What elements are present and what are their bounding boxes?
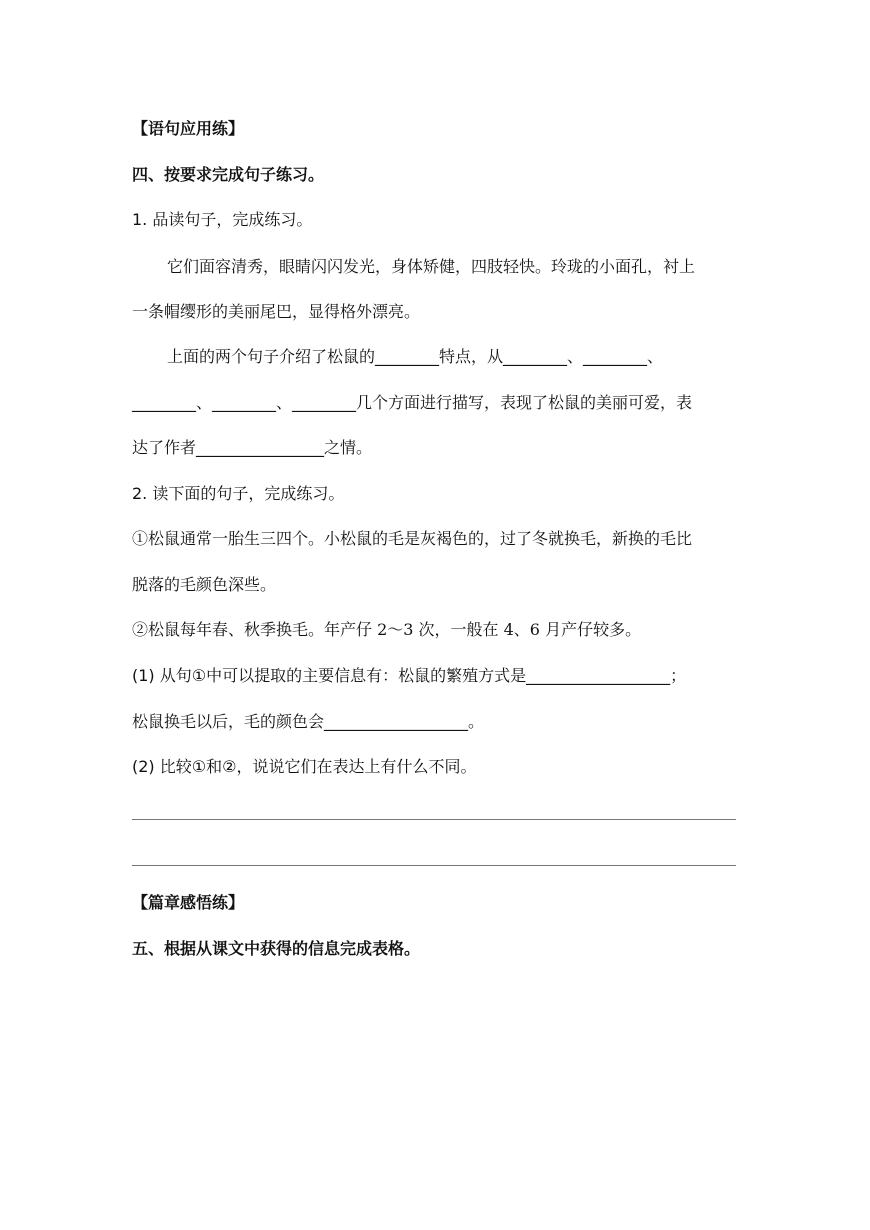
sentence-1-line-2: 脱落的毛颜色深些。 <box>132 575 277 594</box>
fill-blank-line-3: 达了作者________________之情。 <box>132 438 373 457</box>
passage-line-2: 一条帽缨形的美丽尾巴，显得格外漂亮。 <box>132 302 421 321</box>
answer-line-2[interactable] <box>132 865 736 866</box>
sub-question-2: (2) 比较①和②，说说它们在表达上有什么不同。 <box>132 757 477 776</box>
section-heading-sentence-practice: 【语句应用练】 <box>132 119 245 138</box>
sub-question-1-line-2: 松鼠换毛以后，毛的颜色会__________________。 <box>132 712 485 731</box>
question-5-title: 五、根据从课文中获得的信息完成表格。 <box>132 939 421 958</box>
fill-blank-line-2: ________、________、________几个方面进行描写，表现了松鼠的美丽可爱，表 <box>132 393 693 412</box>
answer-line-1[interactable] <box>132 819 736 820</box>
fill-blank-line-1: 上面的两个句子介绍了松鼠的________特点，从________、________、 <box>167 347 664 366</box>
question-1-title: 1. 品读句子，完成练习。 <box>132 210 313 229</box>
section-heading-passage-practice: 【篇章感悟练】 <box>132 893 245 912</box>
question-4-title: 四、按要求完成句子练习。 <box>132 165 325 184</box>
sub-question-1-line-1: (1) 从句①中可以提取的主要信息有：松鼠的繁殖方式是__________________； <box>132 666 687 685</box>
passage-line-1: 它们面容清秀，眼睛闪闪发光，身体矫健，四肢轻快。玲珑的小面孔，衬上 <box>167 257 696 276</box>
sentence-1-line-1: ①松鼠通常一胎生三四个。小松鼠的毛是灰褐色的，过了冬就换毛，新换的毛比 <box>132 529 693 548</box>
question-2-title: 2. 读下面的句子，完成练习。 <box>132 484 345 503</box>
sentence-2: ②松鼠每年春、秋季换毛。年产仔 2～3 次，一般在 4、6 月产仔较多。 <box>132 620 642 639</box>
